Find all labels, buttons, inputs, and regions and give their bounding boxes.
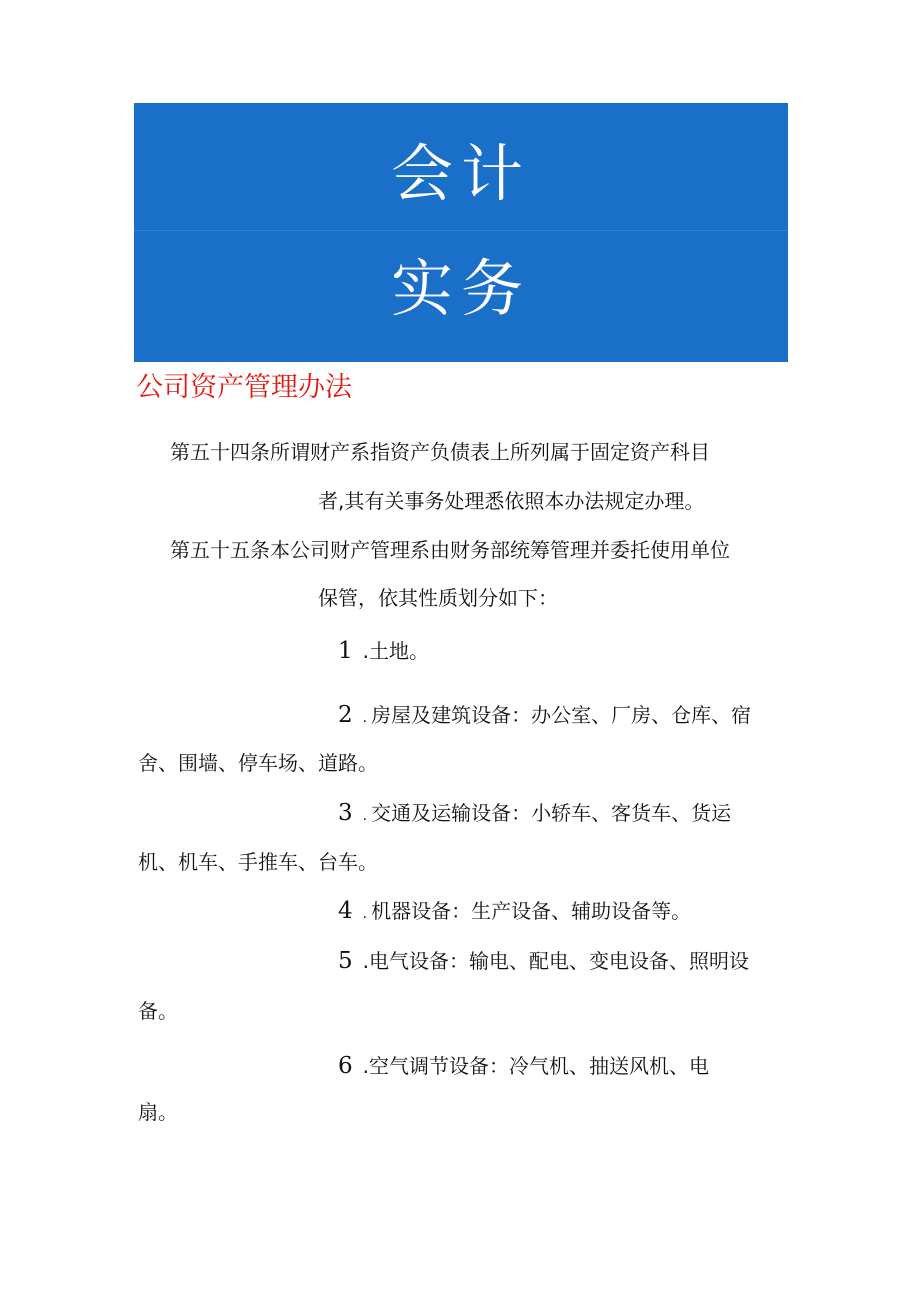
article-55-line-2: 保管，依其性质划分如下：: [318, 586, 558, 610]
item-text: 机器设备：生产设备、辅助设备等。: [371, 899, 692, 923]
article-54-line-1: 第五十四条所谓财产系指资产负债表上所列属于固定资产科目: [170, 440, 710, 464]
banner-divider: [134, 230, 788, 231]
item-separator: .: [362, 710, 368, 726]
item-number: 6: [338, 1053, 353, 1079]
list-item: [338, 638, 429, 666]
item-separator: .: [362, 949, 369, 973]
list-item-continuation: 舍、围墙、停车场、道路。: [138, 751, 378, 775]
item-number: 1: [338, 638, 353, 664]
list-item-continuation: 备。: [138, 999, 178, 1023]
item-separator: .: [362, 808, 368, 824]
section-heading: 公司资产管理办法: [136, 372, 352, 403]
list-item: [338, 948, 749, 976]
banner-title-line-1: 会计: [390, 137, 531, 210]
item-number: 3: [338, 800, 353, 826]
list-item: [338, 898, 691, 926]
item-text: 房屋及建筑设备：办公室、厂房、仓库、宿: [371, 703, 752, 727]
title-banner: [134, 103, 788, 362]
item-number: 4: [338, 898, 353, 924]
banner-title-line-2: 实务: [390, 252, 531, 325]
list-item: [338, 1053, 709, 1081]
item-text: 土地。: [369, 639, 429, 663]
list-item-continuation: 机、机车、手推车、台车。: [138, 850, 378, 874]
article-55-line-1: 第五十五条本公司财产管理系由财务部统筹管理并委托使用单位: [170, 538, 730, 562]
list-item: [338, 800, 731, 828]
item-number: 5: [338, 948, 353, 974]
list-item: [338, 702, 751, 730]
item-separator: .: [362, 906, 368, 922]
item-text: 电气设备：输电、配电、变电设备、照明设: [369, 949, 749, 973]
item-separator: .: [362, 639, 369, 663]
item-text: 空气调节设备：冷气机、抽送风机、电: [369, 1054, 709, 1078]
item-separator: .: [362, 1054, 369, 1078]
item-text: 交通及运输设备：小轿车、客货车、货运: [371, 801, 732, 825]
item-number: 2: [338, 702, 353, 728]
list-item-continuation: 扇。: [138, 1100, 178, 1124]
article-54-line-2: 者,其有关事务处理悉依照本办法规定办理。: [318, 489, 705, 513]
